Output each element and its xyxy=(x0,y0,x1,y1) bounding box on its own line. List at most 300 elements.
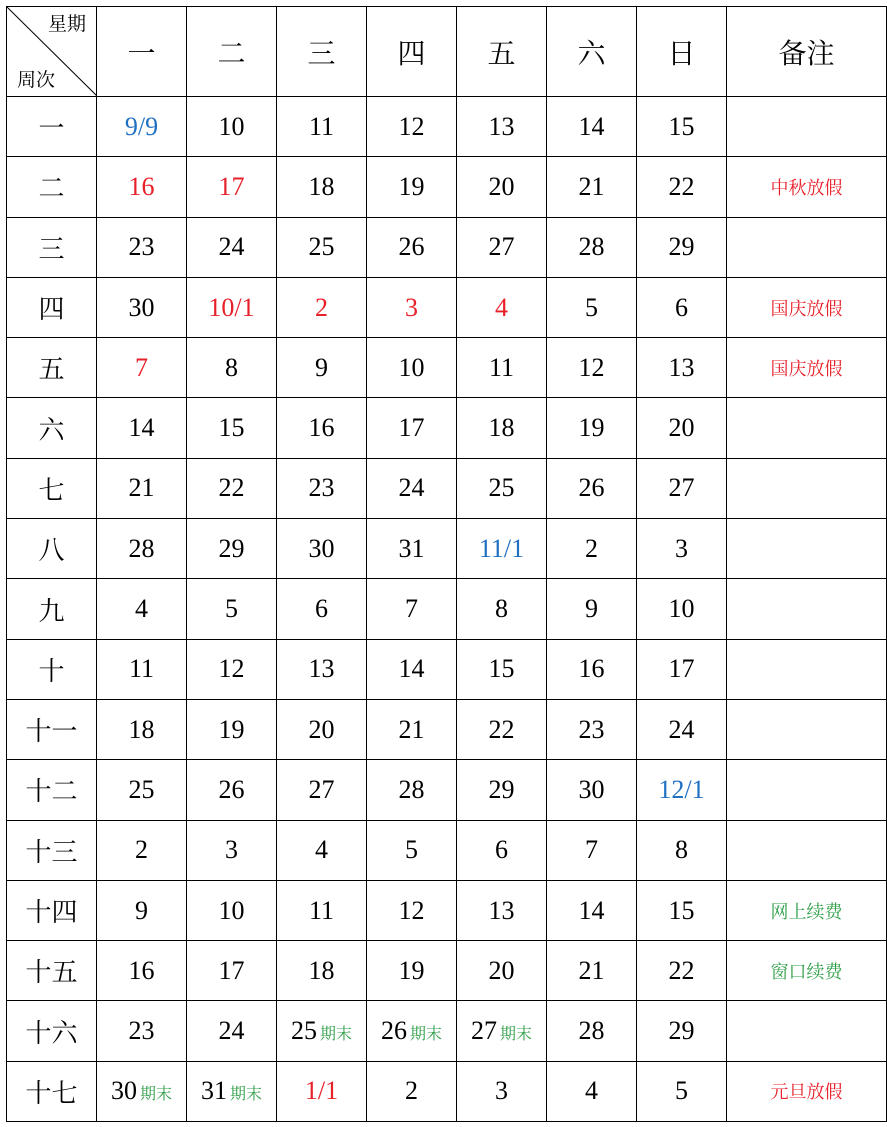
exam-period-tag: 期末 xyxy=(229,1086,262,1104)
date-number: 22 xyxy=(668,955,695,985)
date-cell xyxy=(457,398,547,458)
header-note: 备注 xyxy=(727,7,887,97)
calendar-page xyxy=(6,6,887,1122)
date-number: 29 xyxy=(668,1016,695,1046)
header-day-5: 五 xyxy=(457,7,547,97)
week-row xyxy=(7,277,887,337)
date-cell xyxy=(97,338,187,398)
header-day-2: 二 xyxy=(187,7,277,97)
date-cell xyxy=(187,277,277,337)
date-number: 29 xyxy=(218,533,245,563)
date-number: 27 xyxy=(668,473,695,503)
date-number: 4 xyxy=(585,1076,598,1106)
date-cell xyxy=(637,458,727,518)
date-number: 17 xyxy=(218,171,245,201)
date-number: 9 xyxy=(585,594,598,624)
note-cell: 国庆放假 xyxy=(727,277,887,337)
date-number: 29 xyxy=(488,774,515,804)
date-cell xyxy=(97,519,187,579)
date-cell xyxy=(277,941,367,1001)
date-number: 21 xyxy=(578,955,605,985)
note-cell xyxy=(727,1001,887,1061)
week-number-cell: 十 xyxy=(7,639,97,699)
week-row xyxy=(7,820,887,880)
date-number: 7 xyxy=(135,352,148,382)
date-number: 22 xyxy=(488,714,515,744)
date-number: 6 xyxy=(495,835,508,865)
header-day-3: 三 xyxy=(277,7,367,97)
header-day-1: 一 xyxy=(97,7,187,97)
date-cell xyxy=(277,97,367,157)
date-number: 28 xyxy=(128,533,155,563)
date-number: 21 xyxy=(578,171,605,201)
date-number: 30 xyxy=(128,292,155,322)
date-cell xyxy=(547,277,637,337)
date-cell xyxy=(187,1061,277,1121)
date-number: 13 xyxy=(308,654,335,684)
date-number: 16 xyxy=(128,171,155,201)
note-cell xyxy=(727,820,887,880)
date-number: 21 xyxy=(128,473,155,503)
week-number-cell: 三 xyxy=(7,217,97,277)
date-number: 10/1 xyxy=(208,292,255,322)
date-cell xyxy=(277,820,367,880)
date-number: 20 xyxy=(668,413,695,443)
date-cell xyxy=(547,97,637,157)
note-cell: 元旦放假 xyxy=(727,1061,887,1121)
date-cell xyxy=(97,458,187,518)
date-number: 14 xyxy=(128,413,155,443)
note-cell xyxy=(727,699,887,759)
calendar-body xyxy=(7,97,887,1122)
date-cell xyxy=(277,760,367,820)
date-cell xyxy=(367,398,457,458)
date-number: 2 xyxy=(405,1076,418,1106)
date-number: 12 xyxy=(398,895,425,925)
note-cell xyxy=(727,458,887,518)
date-number: 23 xyxy=(128,232,155,262)
date-cell xyxy=(547,458,637,518)
date-cell xyxy=(367,820,457,880)
date-cell xyxy=(367,97,457,157)
date-cell xyxy=(457,338,547,398)
note-cell xyxy=(727,217,887,277)
header-day-6: 六 xyxy=(547,7,637,97)
note-cell xyxy=(727,398,887,458)
corner-header-cell xyxy=(7,7,97,97)
date-number: 26 xyxy=(380,1016,407,1046)
week-row xyxy=(7,519,887,579)
corner-week-label: 周次 xyxy=(17,70,56,91)
note-cell xyxy=(727,579,887,639)
exam-period-tag: 期末 xyxy=(409,1026,442,1044)
week-row xyxy=(7,338,887,398)
date-number: 7 xyxy=(405,594,418,624)
date-cell xyxy=(367,639,457,699)
week-number-cell: 十七 xyxy=(7,1061,97,1121)
date-number: 3 xyxy=(495,1076,508,1106)
date-cell xyxy=(97,639,187,699)
date-cell xyxy=(187,579,277,639)
date-cell xyxy=(97,97,187,157)
week-number-cell: 十二 xyxy=(7,760,97,820)
week-row xyxy=(7,458,887,518)
date-number: 6 xyxy=(675,292,688,322)
date-number: 10 xyxy=(398,352,425,382)
date-number: 19 xyxy=(398,171,425,201)
date-cell xyxy=(97,1061,187,1121)
date-number: 24 xyxy=(218,1016,245,1046)
date-number: 26 xyxy=(398,232,425,262)
date-cell xyxy=(547,699,637,759)
date-number: 11/1 xyxy=(478,533,525,563)
date-number: 25 xyxy=(290,1016,317,1046)
date-number: 26 xyxy=(218,774,245,804)
date-cell xyxy=(457,97,547,157)
date-number: 25 xyxy=(128,774,155,804)
date-number: 25 xyxy=(308,232,335,262)
date-number: 11 xyxy=(488,352,515,382)
date-cell xyxy=(277,519,367,579)
week-number-cell: 九 xyxy=(7,579,97,639)
date-cell xyxy=(187,97,277,157)
date-number: 24 xyxy=(398,473,425,503)
date-number: 11 xyxy=(128,654,155,684)
date-number: 5 xyxy=(585,292,598,322)
week-number-cell: 十三 xyxy=(7,820,97,880)
date-cell xyxy=(457,277,547,337)
date-number: 16 xyxy=(578,654,605,684)
date-number: 10 xyxy=(218,895,245,925)
date-number: 5 xyxy=(225,594,238,624)
date-cell xyxy=(547,519,637,579)
date-cell xyxy=(97,880,187,940)
date-cell xyxy=(277,398,367,458)
date-cell xyxy=(367,217,457,277)
date-number: 23 xyxy=(308,473,335,503)
date-cell xyxy=(97,1001,187,1061)
date-cell xyxy=(637,579,727,639)
date-cell xyxy=(457,519,547,579)
week-row xyxy=(7,1061,887,1121)
date-cell xyxy=(367,277,457,337)
date-number: 24 xyxy=(668,714,695,744)
date-cell xyxy=(457,699,547,759)
note-cell xyxy=(727,519,887,579)
date-cell xyxy=(457,760,547,820)
date-cell xyxy=(547,217,637,277)
date-cell xyxy=(457,579,547,639)
date-cell xyxy=(547,157,637,217)
date-number: 16 xyxy=(308,413,335,443)
date-number: 9/9 xyxy=(124,111,159,141)
date-cell xyxy=(637,519,727,579)
date-cell xyxy=(187,699,277,759)
date-number: 5 xyxy=(675,1076,688,1106)
header-day-7: 日 xyxy=(637,7,727,97)
date-number: 17 xyxy=(398,413,425,443)
date-number: 3 xyxy=(675,533,688,563)
date-number: 13 xyxy=(488,895,515,925)
date-number: 30 xyxy=(308,533,335,563)
date-number: 7 xyxy=(585,835,598,865)
date-number: 21 xyxy=(398,714,425,744)
date-number: 4 xyxy=(135,594,148,624)
date-number: 14 xyxy=(578,895,605,925)
date-cell xyxy=(637,217,727,277)
date-cell xyxy=(367,338,457,398)
week-row xyxy=(7,157,887,217)
date-number: 20 xyxy=(308,714,335,744)
date-number: 13 xyxy=(488,111,515,141)
date-cell xyxy=(637,699,727,759)
date-cell xyxy=(637,1061,727,1121)
date-number: 12/1 xyxy=(658,774,705,804)
date-cell xyxy=(97,277,187,337)
note-cell xyxy=(727,639,887,699)
week-row xyxy=(7,398,887,458)
date-cell xyxy=(457,157,547,217)
date-cell xyxy=(457,820,547,880)
date-number: 8 xyxy=(225,352,238,382)
date-cell xyxy=(457,639,547,699)
date-number: 23 xyxy=(578,714,605,744)
date-number: 22 xyxy=(668,171,695,201)
week-row xyxy=(7,941,887,1001)
date-cell xyxy=(277,338,367,398)
date-cell xyxy=(547,579,637,639)
date-number: 28 xyxy=(578,1016,605,1046)
date-number: 8 xyxy=(495,594,508,624)
date-number: 25 xyxy=(488,473,515,503)
date-cell xyxy=(187,880,277,940)
date-cell xyxy=(187,639,277,699)
date-number: 12 xyxy=(218,654,245,684)
date-cell xyxy=(547,639,637,699)
week-number-cell: 十六 xyxy=(7,1001,97,1061)
week-number-cell: 二 xyxy=(7,157,97,217)
date-number: 15 xyxy=(668,111,695,141)
date-cell xyxy=(277,458,367,518)
week-row xyxy=(7,639,887,699)
date-cell xyxy=(187,760,277,820)
date-number: 5 xyxy=(405,835,418,865)
exam-period-tag: 期末 xyxy=(139,1086,172,1104)
week-number-cell: 六 xyxy=(7,398,97,458)
note-cell: 网上续费 xyxy=(727,880,887,940)
date-cell xyxy=(637,277,727,337)
date-cell xyxy=(97,157,187,217)
header-day-4: 四 xyxy=(367,7,457,97)
date-cell xyxy=(547,941,637,1001)
date-number: 15 xyxy=(218,413,245,443)
date-cell xyxy=(187,398,277,458)
week-row xyxy=(7,579,887,639)
date-cell xyxy=(97,217,187,277)
date-number: 10 xyxy=(218,111,245,141)
date-number: 18 xyxy=(128,714,155,744)
date-cell xyxy=(547,880,637,940)
semester-calendar-table xyxy=(6,6,887,1122)
date-number: 28 xyxy=(578,232,605,262)
date-cell xyxy=(97,699,187,759)
week-number-cell: 十五 xyxy=(7,941,97,1001)
date-number: 9 xyxy=(315,352,328,382)
date-number: 2 xyxy=(315,292,328,322)
date-number: 14 xyxy=(578,111,605,141)
date-number: 3 xyxy=(225,835,238,865)
date-cell xyxy=(637,639,727,699)
date-cell xyxy=(97,820,187,880)
date-cell xyxy=(277,277,367,337)
date-cell xyxy=(457,217,547,277)
date-cell xyxy=(547,1061,637,1121)
date-cell xyxy=(547,338,637,398)
corner-weekday-label: 星期 xyxy=(47,14,86,35)
date-number: 2 xyxy=(585,533,598,563)
date-number: 2 xyxy=(135,835,148,865)
date-cell xyxy=(637,880,727,940)
date-cell xyxy=(187,519,277,579)
note-cell: 国庆放假 xyxy=(727,338,887,398)
date-number: 11 xyxy=(308,111,335,141)
date-number: 14 xyxy=(398,654,425,684)
date-cell xyxy=(277,1001,367,1061)
note-cell xyxy=(727,97,887,157)
week-row xyxy=(7,97,887,157)
date-number: 16 xyxy=(128,955,155,985)
date-cell xyxy=(187,1001,277,1061)
header-row xyxy=(7,7,887,97)
date-number: 12 xyxy=(398,111,425,141)
date-cell xyxy=(277,157,367,217)
date-cell xyxy=(277,639,367,699)
date-number: 1/1 xyxy=(304,1076,339,1106)
date-number: 9 xyxy=(135,895,148,925)
note-cell: 窗口续费 xyxy=(727,941,887,1001)
date-number: 28 xyxy=(398,774,425,804)
week-row xyxy=(7,880,887,940)
date-number: 19 xyxy=(218,714,245,744)
date-number: 13 xyxy=(668,352,695,382)
date-cell xyxy=(277,579,367,639)
date-cell xyxy=(187,820,277,880)
week-number-cell: 七 xyxy=(7,458,97,518)
date-cell xyxy=(277,880,367,940)
date-number: 15 xyxy=(668,895,695,925)
date-cell xyxy=(457,1061,547,1121)
date-cell xyxy=(367,157,457,217)
date-cell xyxy=(547,760,637,820)
date-cell xyxy=(457,458,547,518)
date-number: 18 xyxy=(308,955,335,985)
date-cell xyxy=(187,338,277,398)
date-cell xyxy=(547,1001,637,1061)
week-row xyxy=(7,699,887,759)
date-number: 23 xyxy=(128,1016,155,1046)
date-cell xyxy=(637,1001,727,1061)
date-number: 19 xyxy=(578,413,605,443)
note-cell: 中秋放假 xyxy=(727,157,887,217)
exam-period-tag: 期末 xyxy=(499,1026,532,1044)
date-cell xyxy=(187,941,277,1001)
date-number: 27 xyxy=(470,1016,497,1046)
date-cell xyxy=(637,338,727,398)
week-number-cell: 五 xyxy=(7,338,97,398)
date-cell xyxy=(367,760,457,820)
week-row xyxy=(7,760,887,820)
date-number: 4 xyxy=(495,292,508,322)
exam-period-tag: 期末 xyxy=(319,1026,352,1044)
week-number-cell: 一 xyxy=(7,97,97,157)
date-cell xyxy=(277,699,367,759)
date-cell xyxy=(277,217,367,277)
date-number: 12 xyxy=(578,352,605,382)
date-cell xyxy=(637,760,727,820)
date-number: 10 xyxy=(668,594,695,624)
date-number: 19 xyxy=(398,955,425,985)
date-cell xyxy=(637,398,727,458)
date-number: 15 xyxy=(488,654,515,684)
date-cell xyxy=(457,1001,547,1061)
date-cell xyxy=(367,699,457,759)
week-row xyxy=(7,217,887,277)
date-number: 29 xyxy=(668,232,695,262)
date-cell xyxy=(547,398,637,458)
date-cell xyxy=(637,157,727,217)
date-cell xyxy=(457,941,547,1001)
date-number: 27 xyxy=(488,232,515,262)
week-row xyxy=(7,1001,887,1061)
date-number: 17 xyxy=(668,654,695,684)
date-number: 30 xyxy=(110,1076,137,1106)
date-cell xyxy=(187,157,277,217)
date-cell xyxy=(637,97,727,157)
week-number-cell: 八 xyxy=(7,519,97,579)
date-cell xyxy=(367,1001,457,1061)
date-cell xyxy=(637,820,727,880)
date-cell xyxy=(97,579,187,639)
date-number: 31 xyxy=(200,1076,227,1106)
date-number: 26 xyxy=(578,473,605,503)
date-number: 22 xyxy=(218,473,245,503)
date-cell xyxy=(367,941,457,1001)
date-cell xyxy=(367,880,457,940)
date-cell xyxy=(97,941,187,1001)
date-cell xyxy=(367,519,457,579)
date-cell xyxy=(367,458,457,518)
date-number: 20 xyxy=(488,955,515,985)
date-cell xyxy=(187,217,277,277)
date-number: 18 xyxy=(488,413,515,443)
date-number: 3 xyxy=(405,292,418,322)
date-cell xyxy=(367,1061,457,1121)
date-number: 11 xyxy=(308,895,335,925)
date-cell xyxy=(637,941,727,1001)
date-cell xyxy=(367,579,457,639)
week-number-cell: 四 xyxy=(7,277,97,337)
week-number-cell: 十四 xyxy=(7,880,97,940)
date-cell xyxy=(187,458,277,518)
date-cell xyxy=(547,820,637,880)
date-cell xyxy=(277,1061,367,1121)
note-cell xyxy=(727,760,887,820)
week-number-cell: 十一 xyxy=(7,699,97,759)
date-cell xyxy=(457,880,547,940)
date-number: 17 xyxy=(218,955,245,985)
date-number: 27 xyxy=(308,774,335,804)
date-number: 18 xyxy=(308,171,335,201)
